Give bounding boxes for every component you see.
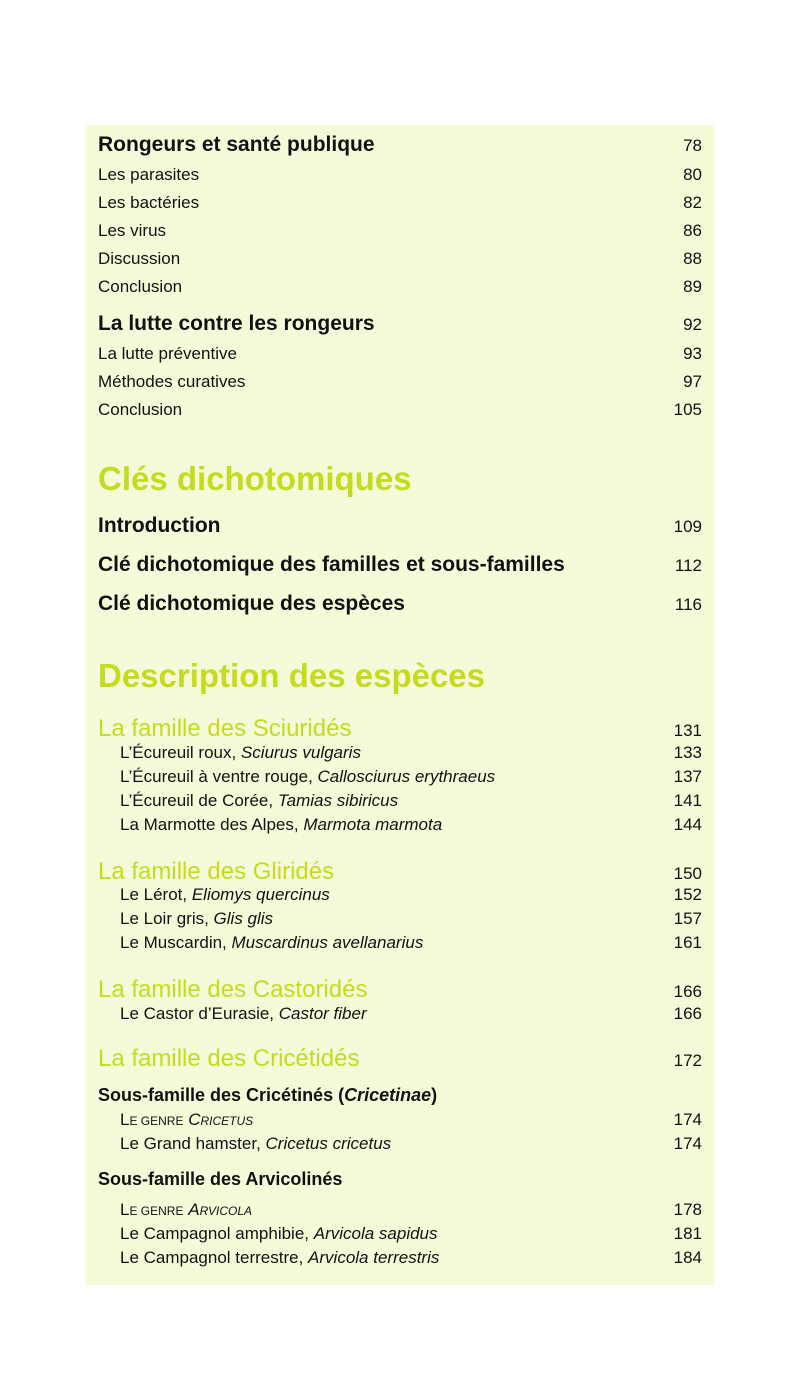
chapter-title: Clé dichotomique des familles et sous-familles xyxy=(98,553,565,576)
toc-family-entry[interactable] xyxy=(98,858,702,886)
latin-name: Castor fiber xyxy=(278,1004,367,1023)
toc-chapter-entry[interactable] xyxy=(98,514,702,538)
page-number: 157 xyxy=(673,909,702,928)
toc-species-entry[interactable] xyxy=(120,909,702,929)
toc-family-entry[interactable] xyxy=(98,1045,702,1073)
toc-entry[interactable] xyxy=(98,165,702,185)
page-number: 161 xyxy=(673,933,702,952)
latin-name: Sciurus vulgaris xyxy=(240,743,361,762)
toc-species-entry[interactable] xyxy=(120,1004,702,1024)
toc-species-entry[interactable] xyxy=(120,791,702,811)
chapter-title: Introduction xyxy=(98,514,221,537)
species-label: Le Castor d’Eurasie, Castor fiber xyxy=(120,1004,367,1023)
species-label: L’Écureuil de Corée, Tamias sibiricus xyxy=(120,791,399,810)
toc-entry[interactable] xyxy=(98,344,702,364)
species-label: La Marmotte des Alpes, Marmota marmota xyxy=(120,815,443,834)
toc-entry[interactable] xyxy=(98,372,702,392)
genus-label: LE GENRE CRICETUS xyxy=(120,1110,254,1129)
toc-entry[interactable] xyxy=(98,249,702,269)
page-number: 82 xyxy=(683,193,702,212)
entry-label: Conclusion xyxy=(98,277,183,296)
entry-label: La lutte préventive xyxy=(98,344,237,363)
page-number: 109 xyxy=(673,517,702,536)
latin-name: Eliomys quercinus xyxy=(191,885,330,904)
latin-name: Arvicola sapidus xyxy=(313,1224,438,1243)
toc-chapter-entry[interactable] xyxy=(98,553,702,577)
toc-species-entry[interactable] xyxy=(120,1224,702,1244)
toc-species-entry[interactable] xyxy=(120,1134,702,1154)
toc-family-entry[interactable] xyxy=(98,715,702,743)
toc-entry[interactable] xyxy=(98,221,702,241)
toc-family-entry[interactable] xyxy=(98,976,702,1004)
species-label: Le Campagnol amphibie, Arvicola sapidus xyxy=(120,1224,438,1243)
section-heading: Clés dichotomiques xyxy=(98,460,412,497)
page-number: 137 xyxy=(673,767,702,786)
toc-species-entry[interactable] xyxy=(120,933,702,953)
latin-name: Callosciurus erythraeus xyxy=(317,767,496,786)
toc-species-entry[interactable] xyxy=(120,885,702,905)
latin-name: Arvicola terrestris xyxy=(308,1248,440,1267)
entry-label: Conclusion xyxy=(98,400,183,419)
page-number: 174 xyxy=(673,1110,702,1129)
page-number: 172 xyxy=(673,1051,702,1070)
toc-species-entry[interactable] xyxy=(120,743,702,763)
entry-label: Discussion xyxy=(98,249,181,268)
section-heading: Description des espèces xyxy=(98,657,486,694)
toc-chapter-entry[interactable] xyxy=(98,312,702,336)
species-label: L’Écureuil roux, Sciurus vulgaris xyxy=(120,743,361,762)
chapter-title: Rongeurs et santé publique xyxy=(98,133,375,156)
toc-genus-entry[interactable] xyxy=(120,1200,702,1220)
latin-name: Cricetus cricetus xyxy=(265,1134,392,1153)
page-number: 105 xyxy=(673,400,702,419)
page-number: 150 xyxy=(673,864,702,883)
species-label: Le Muscardin, Muscardinus avellanarius xyxy=(120,933,424,952)
page-number: 80 xyxy=(683,165,702,184)
page-number: 181 xyxy=(673,1224,702,1243)
toc-entry[interactable] xyxy=(98,277,702,297)
latin-name: Glis glis xyxy=(213,909,274,928)
chapter-title: La lutte contre les rongeurs xyxy=(98,312,375,335)
toc-chapter-entry[interactable] xyxy=(98,592,702,616)
page-number: 152 xyxy=(673,885,702,904)
toc-entry[interactable] xyxy=(98,400,702,420)
page-number: 92 xyxy=(683,315,702,334)
entry-label: Méthodes curatives xyxy=(98,372,246,391)
page-number: 178 xyxy=(673,1200,702,1219)
species-label: Le Lérot, Eliomys quercinus xyxy=(120,885,330,904)
page-number: 131 xyxy=(673,721,702,740)
family-title: La famille des Castoridés xyxy=(98,976,368,1003)
toc-genus-entry[interactable] xyxy=(120,1110,702,1130)
entry-label: Les virus xyxy=(98,221,167,240)
toc-chapter-entry[interactable] xyxy=(98,133,702,157)
page-number: 89 xyxy=(683,277,702,296)
page-number: 88 xyxy=(683,249,702,268)
species-label: Le Campagnol terrestre, Arvicola terrestris xyxy=(120,1248,440,1267)
subfamily-title: Sous-famille des Arvicolinés xyxy=(98,1169,343,1189)
page-number: 97 xyxy=(683,372,702,391)
species-label: Le Loir gris, Glis glis xyxy=(120,909,274,928)
latin-name: Muscardinus avellanarius xyxy=(231,933,424,952)
latin-name: Marmota marmota xyxy=(303,815,443,834)
page-number: 93 xyxy=(683,344,702,363)
chapter-title: Clé dichotomique des espèces xyxy=(98,592,405,615)
toc-species-entry[interactable] xyxy=(120,815,702,835)
page-number: 112 xyxy=(674,556,702,575)
toc-subfamily-entry[interactable] xyxy=(98,1085,702,1106)
latin-name: Cricetinae xyxy=(344,1085,432,1105)
page-number: 184 xyxy=(673,1248,702,1267)
entry-label: Les bactéries xyxy=(98,193,200,212)
toc-species-entry[interactable] xyxy=(120,767,702,787)
toc-entry[interactable] xyxy=(98,193,702,213)
toc-panel xyxy=(85,125,715,1285)
page-number: 166 xyxy=(673,982,702,1001)
page-number: 116 xyxy=(674,595,702,614)
subfamily-title: Sous-famille des Cricétinés (Cricetinae) xyxy=(98,1085,438,1105)
page-number: 78 xyxy=(683,136,702,155)
latin-name: Tamias sibiricus xyxy=(277,791,399,810)
page-number: 166 xyxy=(673,1004,702,1023)
toc-subfamily-entry[interactable] xyxy=(98,1169,702,1190)
family-title: La famille des Cricétidés xyxy=(98,1045,360,1072)
page-number: 144 xyxy=(673,815,702,834)
species-label: L’Écureuil à ventre rouge, Callosciurus erythraeus xyxy=(120,767,496,786)
entry-label: Les parasites xyxy=(98,165,200,184)
page-number: 174 xyxy=(673,1134,702,1153)
page-number: 133 xyxy=(673,743,702,762)
toc-species-entry[interactable] xyxy=(120,1248,702,1268)
page-number: 141 xyxy=(673,791,702,810)
species-label: Le Grand hamster, Cricetus cricetus xyxy=(120,1134,392,1153)
family-title: La famille des Gliridés xyxy=(98,858,335,885)
family-title: La famille des Sciuridés xyxy=(98,715,352,742)
page-number: 86 xyxy=(683,221,702,240)
genus-label: LE GENRE ARVICOLA xyxy=(120,1200,253,1219)
